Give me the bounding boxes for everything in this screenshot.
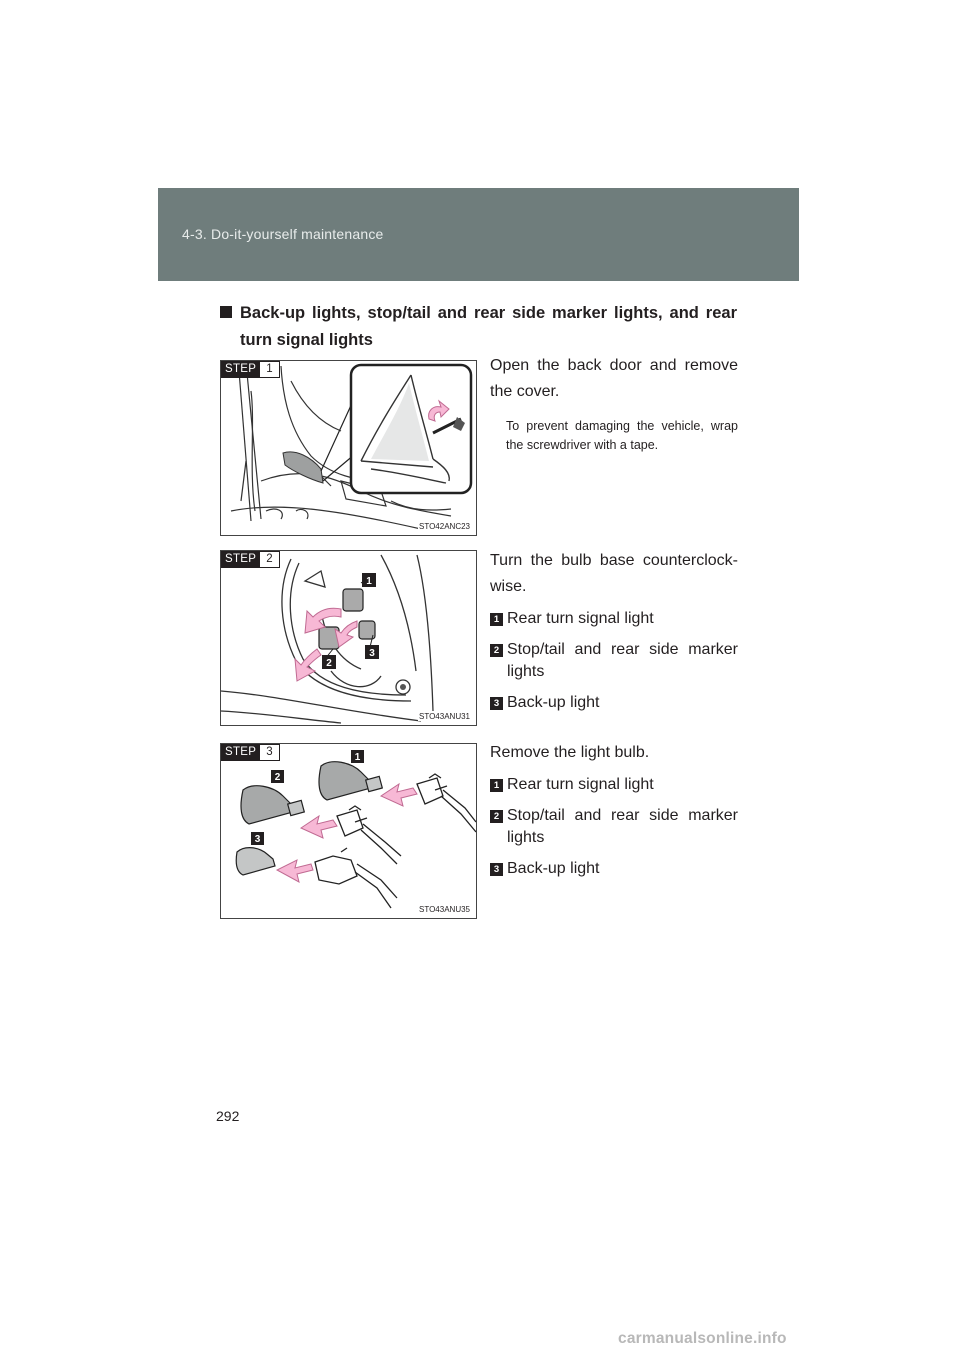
list-item-label: Rear turn signal light bbox=[507, 776, 654, 793]
list-item bbox=[490, 692, 738, 714]
number-badge-icon: 1 bbox=[490, 613, 503, 626]
list-item-label: Stop/tail and rear side marker lights bbox=[507, 807, 738, 846]
chapter-header bbox=[158, 188, 799, 281]
bulb-1 bbox=[319, 762, 371, 800]
number-badge-icon: 1 bbox=[490, 779, 503, 792]
number-badge-icon: 2 bbox=[490, 644, 503, 657]
rotate-arrow-icon bbox=[335, 621, 357, 647]
figure-code: STO43ANU31 bbox=[419, 712, 470, 721]
step-number: 3 bbox=[260, 744, 279, 761]
list-item-label: Back-up light bbox=[507, 694, 600, 711]
list-item-label: Stop/tail and rear side marker lights bbox=[507, 641, 738, 680]
callout-3: 3 bbox=[369, 648, 375, 659]
step1-text bbox=[490, 353, 738, 455]
list-item bbox=[490, 774, 738, 796]
section-title-line1: Back-up lights, stop/tail and rear side marker lights, and rear bbox=[240, 304, 737, 322]
callout-1: 1 bbox=[366, 576, 372, 587]
step3-badge bbox=[221, 744, 280, 761]
step-label: STEP bbox=[221, 744, 260, 761]
step2-figure bbox=[220, 550, 477, 726]
figure-code: STO43ANU35 bbox=[419, 905, 470, 914]
step1-instruction: Open the back door and remove the cover. bbox=[490, 357, 738, 400]
step-label: STEP bbox=[221, 551, 260, 568]
rotate-arrow-icon bbox=[295, 649, 321, 681]
rear-cargo-cover-illustration bbox=[221, 361, 476, 535]
step1-figure bbox=[220, 360, 477, 536]
cover-panel-shape bbox=[283, 452, 323, 483]
callout-3: 3 bbox=[254, 834, 261, 845]
page-number: 292 bbox=[216, 1108, 240, 1124]
step3-text bbox=[490, 740, 738, 889]
number-badge-icon: 3 bbox=[490, 863, 503, 876]
step1-note: To prevent damaging the vehicle, wrap the screwdriver with a tape. bbox=[506, 419, 738, 452]
step3-instruction: Remove the light bulb. bbox=[490, 744, 650, 761]
bulb-socket-1 bbox=[343, 589, 363, 611]
bulb-2 bbox=[241, 786, 293, 824]
list-item bbox=[490, 639, 738, 683]
number-badge-icon: 3 bbox=[490, 697, 503, 710]
list-item bbox=[490, 858, 738, 880]
list-item bbox=[490, 608, 738, 630]
step2-instruction: Turn the bulb base counterclock-wise. bbox=[490, 552, 738, 595]
step-label: STEP bbox=[221, 361, 260, 378]
section-title bbox=[220, 300, 740, 354]
tail-lamp-rear-illustration bbox=[221, 551, 476, 725]
list-item-label: Back-up light bbox=[507, 860, 600, 877]
step2-badge bbox=[221, 551, 280, 568]
number-badge-icon: 2 bbox=[490, 810, 503, 823]
pull-arrow-icon bbox=[301, 816, 337, 838]
pull-arrow-icon bbox=[381, 784, 417, 806]
square-bullet-icon bbox=[220, 306, 232, 318]
step3-figure bbox=[220, 743, 477, 919]
callout-2: 2 bbox=[274, 772, 281, 783]
figure-code: STO42ANC23 bbox=[419, 522, 470, 531]
step1-badge bbox=[221, 361, 280, 378]
callout-1: 1 bbox=[354, 752, 361, 763]
section-title-line2: turn signal lights bbox=[240, 331, 373, 349]
pull-arrow-icon bbox=[277, 860, 313, 882]
step2-item-list bbox=[490, 608, 738, 714]
step3-item-list bbox=[490, 774, 738, 880]
step-number: 2 bbox=[260, 551, 279, 568]
callout-2: 2 bbox=[326, 658, 332, 669]
step2-text bbox=[490, 548, 738, 723]
watermark[interactable]: carmanualsonline.info bbox=[618, 1330, 787, 1347]
list-item-label: Rear turn signal light bbox=[507, 610, 654, 627]
bulb-removal-illustration bbox=[221, 744, 476, 918]
bulb-3 bbox=[236, 848, 275, 875]
step-number: 1 bbox=[260, 361, 279, 378]
list-item bbox=[490, 805, 738, 849]
chapter-title: 4-3. Do-it-yourself maintenance bbox=[182, 226, 384, 242]
